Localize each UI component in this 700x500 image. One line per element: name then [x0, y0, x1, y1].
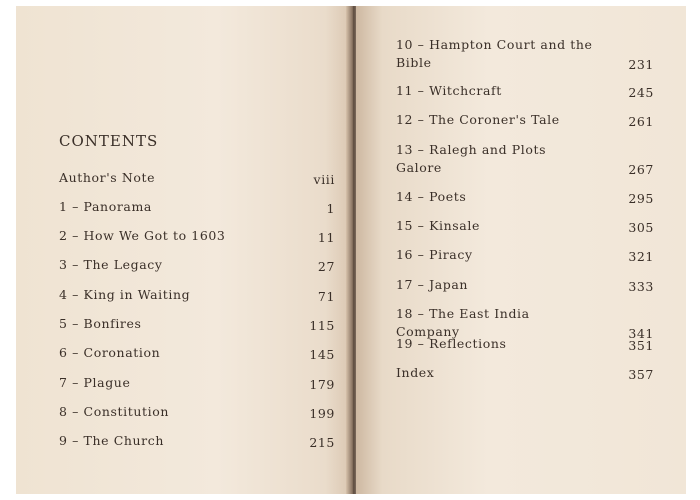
toc-entry — [396, 188, 654, 206]
toc-entry-title: 19 – Reflections — [396, 336, 507, 351]
toc-entry-page: 215 — [309, 435, 335, 450]
toc-entry — [396, 141, 654, 177]
toc-entry — [59, 374, 335, 392]
toc-entry-title: 8 – Constitution — [59, 404, 169, 419]
toc-entry-title: 14 – Poets — [396, 189, 467, 204]
toc-entry-title: 16 – Piracy — [396, 247, 473, 262]
toc-entry — [396, 246, 654, 264]
toc-entry — [59, 227, 335, 245]
toc-entry-title: 1 – Panorama — [59, 199, 152, 214]
toc-entry-title: 3 – The Legacy — [59, 257, 163, 272]
toc-entry-page: 11 — [317, 230, 335, 245]
toc-entry — [396, 217, 654, 235]
toc-entry — [59, 315, 335, 333]
toc-entry-page: 199 — [309, 406, 335, 421]
toc-entry-title: 7 – Plague — [59, 375, 131, 390]
toc-entry-page: 71 — [317, 289, 335, 304]
toc-entry-title: Author's Note — [59, 170, 156, 185]
toc-entry-title: Index — [396, 365, 435, 380]
toc-entry-title: 6 – Coronation — [59, 345, 161, 360]
toc-entry — [396, 82, 654, 100]
toc-entry-page: 245 — [628, 85, 654, 100]
toc-entry-title: 11 – Witchcraft — [396, 83, 502, 98]
toc-entry — [59, 344, 335, 362]
toc-entry — [59, 198, 335, 216]
left-page — [16, 6, 352, 494]
toc-entry-title: 2 – How We Got to 1603 — [59, 228, 226, 243]
toc-entry-page: 115 — [309, 318, 335, 333]
toc-entry-title: 15 – Kinsale — [396, 218, 480, 233]
toc-entry-page: 321 — [628, 249, 654, 264]
toc-entry-title: 13 – Ralegh and Plots Galore — [396, 142, 547, 175]
toc-entry — [59, 432, 335, 450]
toc-entry-title: 4 – King in Waiting — [59, 287, 191, 302]
toc-entry — [59, 169, 335, 187]
toc-entry — [396, 111, 654, 129]
toc-entry-page: 1 — [326, 201, 335, 216]
toc-entry-page: 295 — [628, 191, 654, 206]
toc-entry-title: 18 – The East India Company — [396, 306, 530, 339]
toc-entry-title: 10 – Hampton Court and the Bible — [396, 37, 593, 70]
toc-entry-title: 17 – Japan — [396, 277, 469, 292]
toc-entry-page: 351 — [628, 338, 654, 353]
contents-heading: CONTENTS — [59, 132, 159, 150]
toc-entry-title: 5 – Bonfires — [59, 316, 142, 331]
toc-entry-page: 145 — [309, 347, 335, 362]
toc-entry-page: 231 — [628, 57, 654, 72]
toc-entry-page: 357 — [628, 367, 654, 382]
toc-entry — [396, 335, 654, 353]
toc-entry-page: 305 — [628, 220, 654, 235]
toc-entry-page: 267 — [628, 162, 654, 177]
toc-entry — [396, 36, 654, 72]
toc-entry-title: 12 – The Coroner's Tale — [396, 112, 560, 127]
toc-entry-page: viii — [313, 172, 335, 187]
toc-entry-page: 27 — [317, 259, 335, 274]
toc-entry — [59, 256, 335, 274]
toc-entry — [59, 403, 335, 421]
toc-entry-page: 341 — [628, 326, 654, 341]
right-page — [356, 6, 686, 494]
toc-entry — [396, 364, 654, 382]
toc-entry-page: 261 — [628, 114, 654, 129]
toc-entry-page: 179 — [309, 377, 335, 392]
toc-entry-title: 9 – The Church — [59, 433, 165, 448]
toc-entry — [59, 286, 335, 304]
toc-entry — [396, 276, 654, 294]
toc-entry-page: 333 — [628, 279, 654, 294]
